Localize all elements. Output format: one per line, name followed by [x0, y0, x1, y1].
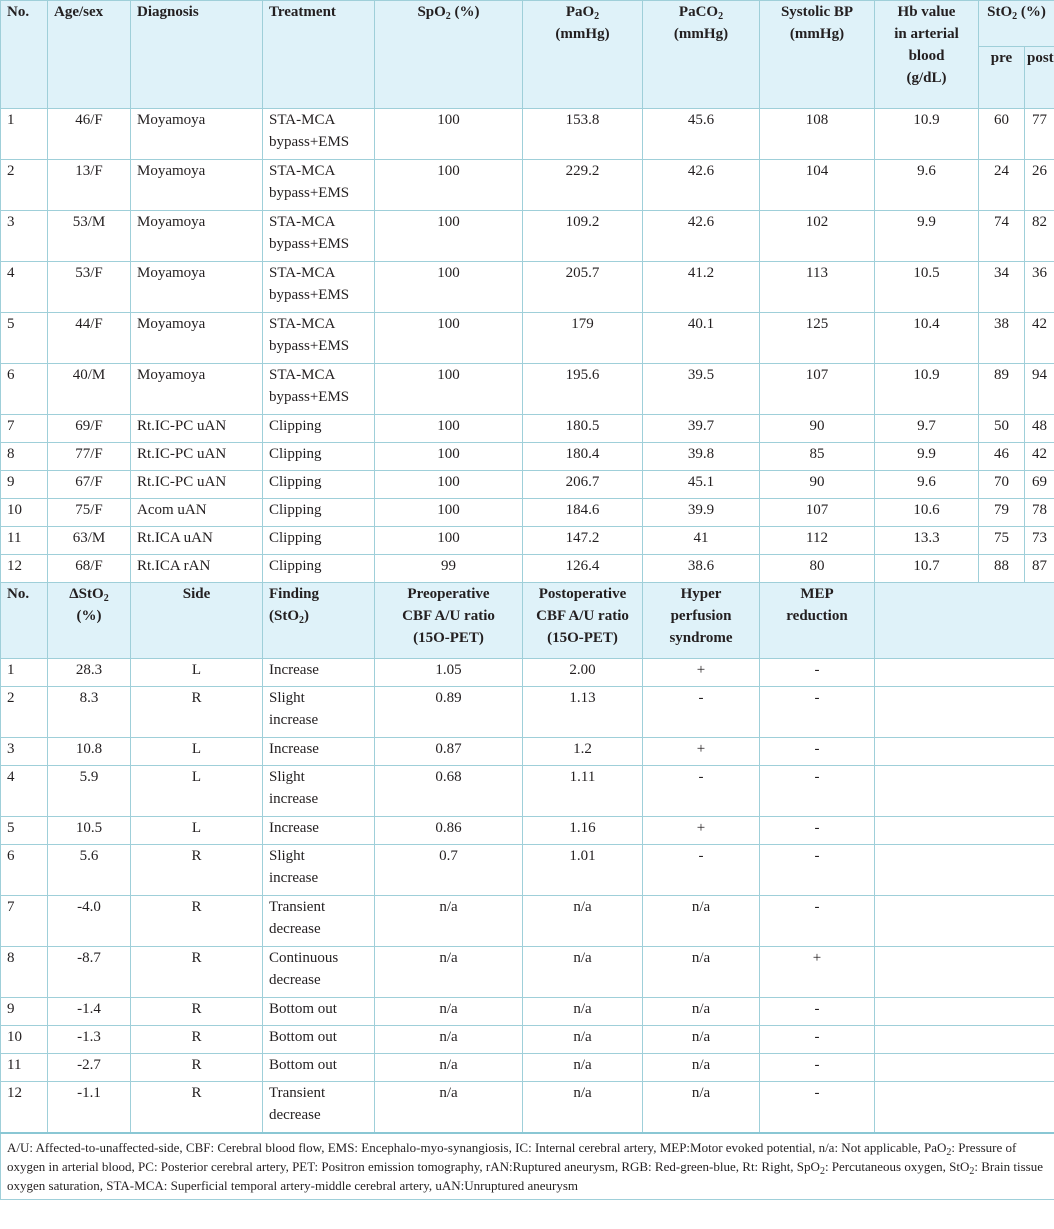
cell-mep-reduction: -: [760, 998, 875, 1026]
cell-delta-sto2: -1.1: [48, 1082, 131, 1133]
cell-diagnosis: Rt.IC-PC uAN: [131, 443, 263, 471]
table1-header: [1, 1, 1054, 109]
cell-sto2-pre: 79: [979, 499, 1025, 527]
cell-hyperperfusion: +: [643, 659, 760, 687]
cell-finding: Bottom out: [263, 1026, 375, 1054]
cell-sto2-pre: 74: [979, 211, 1025, 262]
cell-diagnosis: Rt.ICA uAN: [131, 527, 263, 555]
cell-treatment: STA-MCA bypass+EMS: [263, 262, 375, 313]
col2-header-pre-cbf: Preoperative CBF A/U ratio (15O-PET): [375, 583, 523, 659]
cell-paco2: 41: [643, 527, 760, 555]
cell-spo2: 100: [375, 527, 523, 555]
col-header-spo2: SpO$_2$ (%): [375, 1, 523, 109]
cell-no: 10: [1, 499, 48, 527]
cell-sto2-post: 77: [1025, 109, 1054, 160]
table1-row: [1, 415, 1054, 443]
cell-systolic-bp: 104: [760, 160, 875, 211]
cell-systolic-bp: 107: [760, 499, 875, 527]
cell-side: R: [131, 687, 263, 738]
cell-empty: [875, 738, 1054, 766]
cell-sto2-post: 87: [1025, 555, 1054, 583]
cell-hyperperfusion: -: [643, 687, 760, 738]
cell-sto2-pre: 60: [979, 109, 1025, 160]
cell-side: R: [131, 1082, 263, 1133]
col-header-paco2: PaCO$_2$ (mmHg): [643, 1, 760, 109]
cell-no: 7: [1, 896, 48, 947]
cell-sto2-post: 42: [1025, 443, 1054, 471]
cell-pre-cbf: n/a: [375, 947, 523, 998]
cell-spo2: 100: [375, 109, 523, 160]
table2-row: [1, 998, 1054, 1026]
cell-mep-reduction: -: [760, 817, 875, 845]
cell-paco2: 38.6: [643, 555, 760, 583]
cell-sto2-pre: 34: [979, 262, 1025, 313]
col2-header-mep-reduction: MEP reduction: [760, 583, 875, 659]
cell-age-sex: 63/M: [48, 527, 131, 555]
cell-hb: 9.6: [875, 471, 979, 499]
cell-spo2: 100: [375, 313, 523, 364]
cell-no: 11: [1, 527, 48, 555]
cell-side: R: [131, 1054, 263, 1082]
cell-no: 4: [1, 262, 48, 313]
cell-no: 6: [1, 364, 48, 415]
cell-no: 4: [1, 766, 48, 817]
cell-side: L: [131, 766, 263, 817]
cell-sto2-post: 82: [1025, 211, 1054, 262]
table1-row: [1, 160, 1054, 211]
cell-treatment: Clipping: [263, 443, 375, 471]
cell-pre-cbf: n/a: [375, 1054, 523, 1082]
cell-sto2-post: 36: [1025, 262, 1054, 313]
col-header-systolic-bp: Systolic BP (mmHg): [760, 1, 875, 109]
table2-row: [1, 687, 1054, 738]
cell-no: 8: [1, 947, 48, 998]
cell-side: L: [131, 738, 263, 766]
cell-post-cbf: 1.11: [523, 766, 643, 817]
table2-row: [1, 1054, 1054, 1082]
cell-sto2-post: 69: [1025, 471, 1054, 499]
cell-paco2: 45.6: [643, 109, 760, 160]
cell-delta-sto2: 5.6: [48, 845, 131, 896]
cell-hyperperfusion: n/a: [643, 998, 760, 1026]
cell-hb: 10.9: [875, 364, 979, 415]
cell-paco2: 40.1: [643, 313, 760, 364]
cell-no: 10: [1, 1026, 48, 1054]
cell-hb: 13.3: [875, 527, 979, 555]
cell-mep-reduction: -: [760, 766, 875, 817]
table2-row: [1, 896, 1054, 947]
col-header-treatment: Treatment: [263, 1, 375, 109]
cell-no: 1: [1, 659, 48, 687]
cell-pre-cbf: n/a: [375, 1026, 523, 1054]
cell-post-cbf: n/a: [523, 1082, 643, 1133]
cell-empty: [875, 1082, 1054, 1133]
col2-header-post-cbf: Postoperative CBF A/U ratio (15O-PET): [523, 583, 643, 659]
cell-finding: Increase: [263, 659, 375, 687]
cell-treatment: STA-MCA bypass+EMS: [263, 364, 375, 415]
table2-row: [1, 1082, 1054, 1133]
col2-header-no: No.: [1, 583, 48, 659]
cell-pao2: 153.8: [523, 109, 643, 160]
cell-diagnosis: Moyamoya: [131, 364, 263, 415]
cell-systolic-bp: 90: [760, 471, 875, 499]
cell-spo2: 100: [375, 160, 523, 211]
cell-side: R: [131, 1026, 263, 1054]
cell-hb: 9.9: [875, 443, 979, 471]
cell-pao2: 109.2: [523, 211, 643, 262]
cell-delta-sto2: -1.3: [48, 1026, 131, 1054]
cell-empty: [875, 1054, 1054, 1082]
table1-row: [1, 555, 1054, 583]
cell-spo2: 100: [375, 443, 523, 471]
cell-paco2: 41.2: [643, 262, 760, 313]
col2-header-empty: [875, 583, 1054, 659]
cell-finding: Slight increase: [263, 687, 375, 738]
cell-treatment: STA-MCA bypass+EMS: [263, 211, 375, 262]
cell-no: 1: [1, 109, 48, 160]
cell-delta-sto2: 5.9: [48, 766, 131, 817]
cell-sto2-pre: 88: [979, 555, 1025, 583]
cell-hb: 9.7: [875, 415, 979, 443]
cell-diagnosis: Moyamoya: [131, 262, 263, 313]
cell-hb: 9.9: [875, 211, 979, 262]
cell-side: R: [131, 998, 263, 1026]
cell-diagnosis: Moyamoya: [131, 109, 263, 160]
cell-empty: [875, 817, 1054, 845]
cell-treatment: Clipping: [263, 555, 375, 583]
cell-finding: Bottom out: [263, 998, 375, 1026]
col-header-no: No.: [1, 1, 48, 109]
cell-no: 5: [1, 817, 48, 845]
cell-hb: 9.6: [875, 160, 979, 211]
cell-spo2: 100: [375, 211, 523, 262]
cell-sto2-post: 26: [1025, 160, 1054, 211]
cell-pre-cbf: n/a: [375, 998, 523, 1026]
cell-systolic-bp: 112: [760, 527, 875, 555]
col-header-sto2-pre: pre: [979, 47, 1025, 109]
cell-no: 8: [1, 443, 48, 471]
cell-pao2: 205.7: [523, 262, 643, 313]
cell-post-cbf: n/a: [523, 896, 643, 947]
footnote: A/U: Affected-to-unaffected-side, CBF: Cerebral blood flow, EMS: Encephalo-myo-synangiosis, IC: Internal cerebral artery, MEP:Motor evoked potential, n/a: Not applicable, PaO$_2$: Pressure of oxygen in arterial blood, PC: Posterior cerebral artery, PET: Positron emission tomography, rAN:Ruptured aneurysm, RGB: Red-green-blue, Rt: Right, SpO$_2$: Percutaneous oxygen, StO$_2$: Brain tissue oxygen saturation, STA-MCA: Superficial temporal artery-middle cerebral artery, uAN:Unruptured aneurysm: [1, 1133, 1054, 1200]
table1-row: [1, 211, 1054, 262]
cell-mep-reduction: -: [760, 845, 875, 896]
cell-post-cbf: n/a: [523, 1026, 643, 1054]
cell-post-cbf: 1.13: [523, 687, 643, 738]
cell-empty: [875, 845, 1054, 896]
table1-row: [1, 499, 1054, 527]
cell-age-sex: 69/F: [48, 415, 131, 443]
cell-finding: Slight increase: [263, 845, 375, 896]
cell-systolic-bp: 107: [760, 364, 875, 415]
col-header-age-sex: Age/sex: [48, 1, 131, 109]
col2-header-finding: Finding (StO$_2$): [263, 583, 375, 659]
table2-header: [1, 583, 1054, 659]
cell-systolic-bp: 90: [760, 415, 875, 443]
cell-no: 11: [1, 1054, 48, 1082]
table1-body: [1, 109, 1054, 583]
table2-body: [1, 659, 1054, 1133]
table2-row: [1, 659, 1054, 687]
cell-no: 3: [1, 211, 48, 262]
cell-age-sex: 77/F: [48, 443, 131, 471]
cell-paco2: 45.1: [643, 471, 760, 499]
cell-empty: [875, 659, 1054, 687]
cell-paco2: 39.9: [643, 499, 760, 527]
cell-sto2-pre: 24: [979, 160, 1025, 211]
cell-pao2: 126.4: [523, 555, 643, 583]
cell-post-cbf: 1.16: [523, 817, 643, 845]
cell-side: R: [131, 845, 263, 896]
cell-age-sex: 68/F: [48, 555, 131, 583]
cell-hb: 10.5: [875, 262, 979, 313]
cell-finding: Transient decrease: [263, 1082, 375, 1133]
cell-sto2-pre: 75: [979, 527, 1025, 555]
cell-systolic-bp: 102: [760, 211, 875, 262]
cell-paco2: 39.7: [643, 415, 760, 443]
cell-diagnosis: Rt.IC-PC uAN: [131, 471, 263, 499]
cell-delta-sto2: -4.0: [48, 896, 131, 947]
col-header-pao2: PaO$_2$ (mmHg): [523, 1, 643, 109]
cell-pao2: 180.4: [523, 443, 643, 471]
cell-delta-sto2: 10.5: [48, 817, 131, 845]
table2-row: [1, 845, 1054, 896]
cell-pre-cbf: 0.89: [375, 687, 523, 738]
cell-pre-cbf: 0.87: [375, 738, 523, 766]
cell-sto2-post: 78: [1025, 499, 1054, 527]
cell-treatment: Clipping: [263, 415, 375, 443]
cell-side: L: [131, 817, 263, 845]
col2-header-hyperperfusion: Hyper perfusion syndrome: [643, 583, 760, 659]
cell-sto2-pre: 50: [979, 415, 1025, 443]
cell-sto2-post: 42: [1025, 313, 1054, 364]
cell-mep-reduction: -: [760, 1054, 875, 1082]
cell-side: L: [131, 659, 263, 687]
cell-age-sex: 46/F: [48, 109, 131, 160]
cell-hb: 10.9: [875, 109, 979, 160]
table1-row: [1, 109, 1054, 160]
cell-no: 2: [1, 687, 48, 738]
cell-systolic-bp: 108: [760, 109, 875, 160]
cell-hb: 10.7: [875, 555, 979, 583]
cell-no: 3: [1, 738, 48, 766]
cell-treatment: Clipping: [263, 527, 375, 555]
cell-hyperperfusion: n/a: [643, 1054, 760, 1082]
cell-systolic-bp: 80: [760, 555, 875, 583]
cell-age-sex: 53/F: [48, 262, 131, 313]
cell-spo2: 100: [375, 415, 523, 443]
cell-post-cbf: 1.01: [523, 845, 643, 896]
cell-empty: [875, 947, 1054, 998]
cell-diagnosis: Moyamoya: [131, 160, 263, 211]
cell-paco2: 42.6: [643, 211, 760, 262]
cell-post-cbf: n/a: [523, 947, 643, 998]
cell-sto2-pre: 70: [979, 471, 1025, 499]
cell-pre-cbf: 0.86: [375, 817, 523, 845]
cell-age-sex: 13/F: [48, 160, 131, 211]
cell-age-sex: 40/M: [48, 364, 131, 415]
table1-row: [1, 262, 1054, 313]
cell-hb: 10.4: [875, 313, 979, 364]
cell-hyperperfusion: n/a: [643, 1026, 760, 1054]
cell-systolic-bp: 113: [760, 262, 875, 313]
cell-finding: Continuous decrease: [263, 947, 375, 998]
cell-finding: Bottom out: [263, 1054, 375, 1082]
cell-treatment: STA-MCA bypass+EMS: [263, 313, 375, 364]
cell-pao2: 147.2: [523, 527, 643, 555]
cell-side: R: [131, 947, 263, 998]
cell-side: R: [131, 896, 263, 947]
cell-paco2: 39.8: [643, 443, 760, 471]
cell-no: 9: [1, 471, 48, 499]
cell-age-sex: 75/F: [48, 499, 131, 527]
cell-delta-sto2: -1.4: [48, 998, 131, 1026]
cell-no: 12: [1, 1082, 48, 1133]
cell-systolic-bp: 125: [760, 313, 875, 364]
cell-paco2: 39.5: [643, 364, 760, 415]
cell-post-cbf: n/a: [523, 998, 643, 1026]
cell-pre-cbf: 0.7: [375, 845, 523, 896]
cell-treatment: Clipping: [263, 471, 375, 499]
cell-no: 7: [1, 415, 48, 443]
cell-treatment: STA-MCA bypass+EMS: [263, 109, 375, 160]
cell-hyperperfusion: -: [643, 766, 760, 817]
cell-mep-reduction: -: [760, 687, 875, 738]
cell-mep-reduction: -: [760, 1082, 875, 1133]
table2-row: [1, 766, 1054, 817]
cell-hyperperfusion: +: [643, 738, 760, 766]
cell-empty: [875, 1026, 1054, 1054]
cell-spo2: 100: [375, 364, 523, 415]
col2-header-delta-sto2: ΔStO$_2$ (%): [48, 583, 131, 659]
cell-pao2: 184.6: [523, 499, 643, 527]
cell-mep-reduction: -: [760, 738, 875, 766]
cell-pao2: 229.2: [523, 160, 643, 211]
col-header-sto2-post: post: [1025, 47, 1054, 109]
cell-delta-sto2: 8.3: [48, 687, 131, 738]
cell-spo2: 100: [375, 262, 523, 313]
cell-hyperperfusion: n/a: [643, 947, 760, 998]
cell-diagnosis: Rt.IC-PC uAN: [131, 415, 263, 443]
cell-systolic-bp: 85: [760, 443, 875, 471]
cell-sto2-post: 73: [1025, 527, 1054, 555]
table2-row: [1, 947, 1054, 998]
cell-empty: [875, 766, 1054, 817]
cell-age-sex: 53/M: [48, 211, 131, 262]
col-header-sto2: StO$_2$ (%): [979, 1, 1054, 47]
cell-finding: Increase: [263, 738, 375, 766]
cell-mep-reduction: -: [760, 659, 875, 687]
cell-hb: 10.6: [875, 499, 979, 527]
cell-no: 12: [1, 555, 48, 583]
cell-no: 9: [1, 998, 48, 1026]
cell-pre-cbf: 1.05: [375, 659, 523, 687]
table1-row: [1, 313, 1054, 364]
cell-empty: [875, 998, 1054, 1026]
cell-pao2: 206.7: [523, 471, 643, 499]
cell-spo2: 99: [375, 555, 523, 583]
cell-mep-reduction: +: [760, 947, 875, 998]
cell-diagnosis: Rt.ICA rAN: [131, 555, 263, 583]
table1-row: [1, 527, 1054, 555]
cell-no: 5: [1, 313, 48, 364]
cell-sto2-pre: 46: [979, 443, 1025, 471]
cell-pao2: 180.5: [523, 415, 643, 443]
cell-mep-reduction: -: [760, 896, 875, 947]
cell-empty: [875, 896, 1054, 947]
cell-diagnosis: Acom uAN: [131, 499, 263, 527]
cell-pao2: 179: [523, 313, 643, 364]
cell-treatment: STA-MCA bypass+EMS: [263, 160, 375, 211]
cell-pre-cbf: n/a: [375, 1082, 523, 1133]
cell-diagnosis: Moyamoya: [131, 313, 263, 364]
cell-hyperperfusion: -: [643, 845, 760, 896]
cell-post-cbf: 2.00: [523, 659, 643, 687]
cell-finding: Slight increase: [263, 766, 375, 817]
cell-sto2-pre: 89: [979, 364, 1025, 415]
cell-hyperperfusion: +: [643, 817, 760, 845]
cell-spo2: 100: [375, 499, 523, 527]
cell-mep-reduction: -: [760, 1026, 875, 1054]
cell-sto2-post: 48: [1025, 415, 1054, 443]
col-header-diagnosis: Diagnosis: [131, 1, 263, 109]
cell-pre-cbf: n/a: [375, 896, 523, 947]
cell-finding: Increase: [263, 817, 375, 845]
cell-no: 2: [1, 160, 48, 211]
cell-post-cbf: 1.2: [523, 738, 643, 766]
table1-row: [1, 471, 1054, 499]
cell-delta-sto2: -2.7: [48, 1054, 131, 1082]
table2-row: [1, 738, 1054, 766]
table1-row: [1, 364, 1054, 415]
table2-row: [1, 1026, 1054, 1054]
cell-hyperperfusion: n/a: [643, 896, 760, 947]
cell-hyperperfusion: n/a: [643, 1082, 760, 1133]
cell-spo2: 100: [375, 471, 523, 499]
cell-post-cbf: n/a: [523, 1054, 643, 1082]
cell-delta-sto2: 28.3: [48, 659, 131, 687]
cell-no: 6: [1, 845, 48, 896]
cell-age-sex: 44/F: [48, 313, 131, 364]
cell-sto2-pre: 38: [979, 313, 1025, 364]
cell-sto2-post: 94: [1025, 364, 1054, 415]
cell-delta-sto2: -8.7: [48, 947, 131, 998]
cell-empty: [875, 687, 1054, 738]
table2-row: [1, 817, 1054, 845]
col2-header-side: Side: [131, 583, 263, 659]
cell-diagnosis: Moyamoya: [131, 211, 263, 262]
cell-treatment: Clipping: [263, 499, 375, 527]
cell-age-sex: 67/F: [48, 471, 131, 499]
table1-row: [1, 443, 1054, 471]
cell-pao2: 195.6: [523, 364, 643, 415]
cell-paco2: 42.6: [643, 160, 760, 211]
col-header-hb: Hb value in arterial blood (g/dL): [875, 1, 979, 109]
cell-delta-sto2: 10.8: [48, 738, 131, 766]
cell-pre-cbf: 0.68: [375, 766, 523, 817]
cell-finding: Transient decrease: [263, 896, 375, 947]
